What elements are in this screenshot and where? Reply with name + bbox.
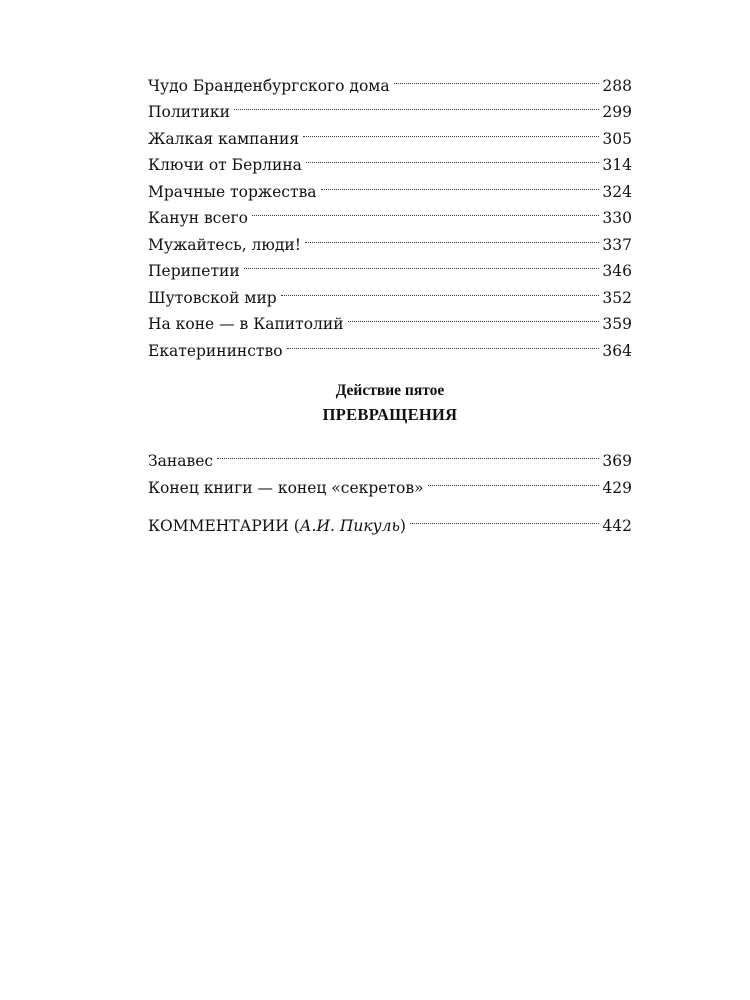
toc-entry-title: Шутовской мир [148, 288, 277, 307]
toc-leader-dots [428, 466, 600, 493]
toc-leader-dots [321, 170, 600, 197]
comments-page: 442 [602, 517, 632, 535]
comments-title [148, 513, 406, 540]
toc-entry-title: Конец книги — конец «секретов» [148, 478, 424, 497]
toc-entry[interactable] [148, 64, 632, 95]
toc-leader-dots [287, 329, 600, 356]
comments-author: А.И. Пикуль [299, 517, 400, 535]
toc-entry-page: 359 [602, 315, 632, 333]
comments-title-prefix: КОММЕНТАРИИ ( [148, 517, 300, 535]
toc-entry-title: На коне — в Капитолий [148, 315, 344, 333]
toc-entry-page: 337 [602, 235, 632, 254]
toc-entry-page: 288 [602, 76, 632, 95]
toc-leader-dots [234, 91, 599, 118]
toc-entry-title: Мрачные торжества [148, 182, 317, 201]
toc-entry-comments[interactable] [148, 505, 632, 535]
toc-entry-page: 369 [602, 452, 632, 470]
toc-entry-page: 346 [602, 262, 632, 280]
toc-group-act-four [148, 64, 632, 360]
toc-leader-dots [410, 505, 599, 532]
toc-entry-page: 364 [602, 341, 632, 360]
toc-leader-dots [244, 250, 600, 277]
toc-entry-title: Екатерининство [148, 341, 283, 360]
toc-leader-dots [281, 276, 600, 303]
toc-entry[interactable] [148, 466, 632, 497]
table-of-contents [148, 64, 632, 535]
toc-entry-page: 299 [602, 103, 632, 121]
toc-group-act-five [148, 440, 632, 497]
toc-leader-dots [306, 144, 599, 171]
toc-entry-title: Мужайтесь, люди! [148, 235, 301, 254]
toc-entry-page: 429 [602, 478, 632, 497]
toc-entry-title: Перипетии [148, 262, 240, 280]
toc-leader-dots [217, 440, 599, 467]
toc-entry-page: 352 [602, 288, 632, 307]
toc-leader-dots [252, 197, 599, 224]
toc-entry-page: 324 [602, 182, 632, 201]
section-heading [148, 380, 632, 428]
toc-leader-dots [394, 64, 600, 91]
toc-leader-dots [303, 117, 599, 144]
toc-leader-dots [305, 223, 599, 250]
toc-entry-page: 330 [602, 209, 632, 227]
toc-entry-title: Занавес [148, 452, 214, 470]
toc-entry-title: Канун всего [148, 209, 248, 227]
toc-entry-title: Ключи от Берлина [148, 156, 302, 174]
comments-title-suffix: ) [399, 517, 406, 535]
section-title: ПРЕВРАЩЕНИЯ [322, 404, 458, 424]
toc-entry-title: Политики [148, 103, 230, 121]
toc-leader-dots [348, 303, 600, 330]
toc-entry-page: 305 [602, 129, 632, 148]
toc-group-comments [148, 505, 632, 535]
toc-entry-page: 314 [602, 156, 632, 174]
section-label: Действие пятое [335, 381, 445, 399]
toc-entry-title: Чудо Бранденбургского дома [148, 76, 390, 95]
toc-entry[interactable] [148, 440, 632, 470]
toc-entry-title: Жалкая кампания [148, 129, 300, 148]
